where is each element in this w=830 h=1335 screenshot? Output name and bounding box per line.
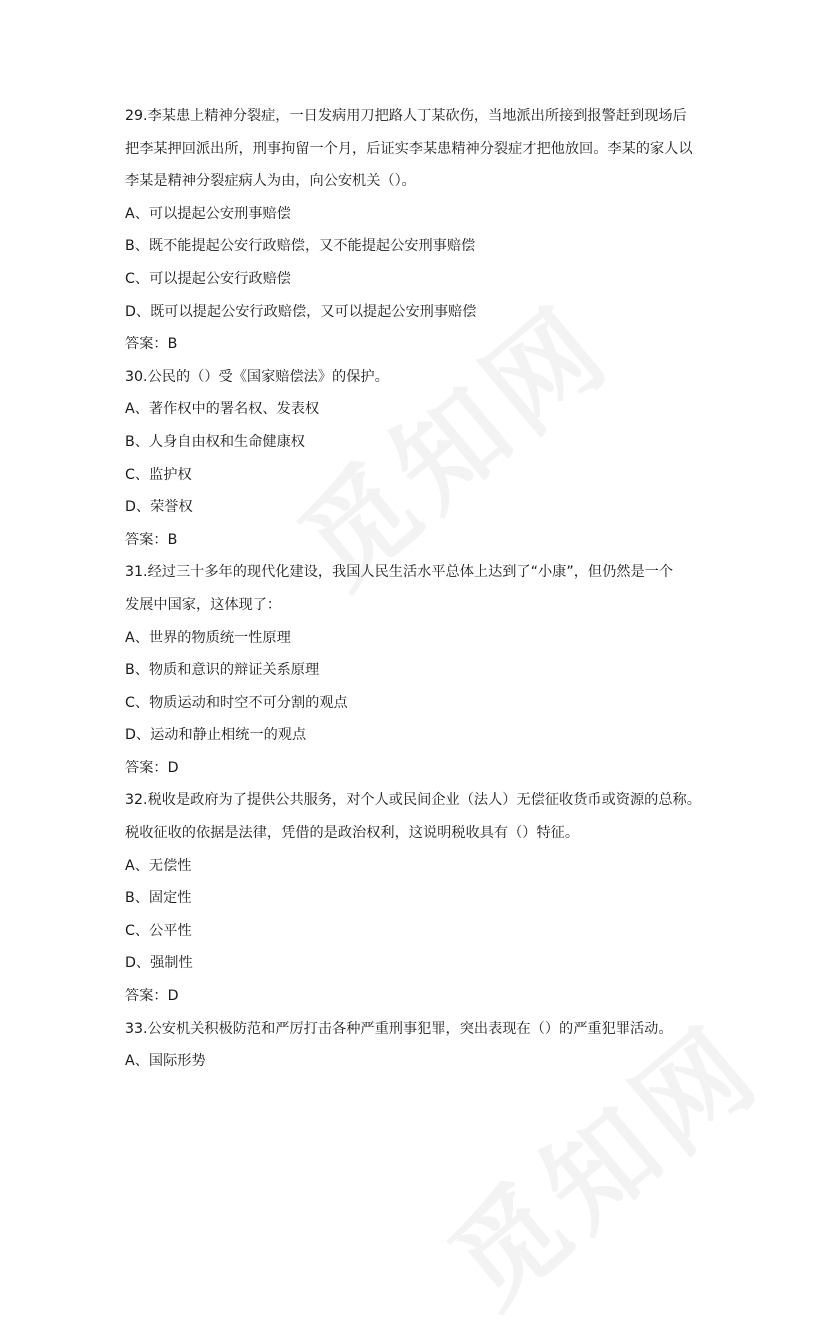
option-d: D、强制性 [125,955,193,972]
option-c: C、可以提起公安行政赔偿 [125,270,291,287]
question-stem-line: 32.税收是政府为了提供公共服务，对个人或民间企业（法人）无偿征收货币或资源的总称。 [125,792,701,809]
option-a: A、著作权中的署名权、发表权 [125,401,320,418]
question-stem-line: 把李某押回派出所，刑事拘留一个月，后证实李某患精神分裂症才把他放回。李某的家人以 [125,140,693,157]
question-stem-line: 税收征收的依据是法律，凭借的是政治权利，这说明税收具有（）特征。 [125,825,580,842]
answer: 答案：D [125,988,179,1005]
question-stem-line: 31.经过三十多年的现代化建设，我国人民生活水平总体上达到了“小康”，但仍然是一个 [125,564,674,581]
answer: 答案：B [125,336,178,353]
option-b: B、物质和意识的辩证关系原理 [125,662,320,679]
question-stem-line: 33.公安机关积极防范和严厉打击各种严重刑事犯罪，突出表现在（）的严重犯罪活动。 [125,1020,673,1037]
answer: 答案：B [125,531,178,548]
option-c: C、物质运动和时空不可分割的观点 [125,694,348,711]
question-32 [125,784,700,1012]
question-list [125,100,700,1078]
option-b: B、固定性 [125,890,192,907]
option-d: D、既可以提起公安行政赔偿，又可以提起公安刑事赔偿 [125,303,477,320]
question-stem-line: 30.公民的（）受《国家赔偿法》的保护。 [125,368,389,385]
question-31 [125,556,700,784]
option-b: B、既不能提起公安行政赔偿，又不能提起公安刑事赔偿 [125,238,476,255]
option-a: A、可以提起公安刑事赔偿 [125,205,291,222]
option-a: A、无偿性 [125,857,192,874]
option-c: C、监护权 [125,466,192,483]
question-29 [125,100,700,361]
option-c: C、公平性 [125,922,192,939]
option-a: A、国际形势 [125,1053,206,1070]
question-30 [125,361,700,557]
option-b: B、人身自由权和生命健康权 [125,433,305,450]
option-d: D、运动和静止相统一的观点 [125,727,307,744]
option-a: A、世界的物质统一性原理 [125,629,291,646]
question-stem-line: 发展中国家，这体现了： [125,596,282,613]
answer: 答案：D [125,759,179,776]
question-stem-line: 李某是精神分裂症病人为由，向公安机关（）。 [125,173,416,190]
question-33 [125,1013,700,1078]
question-stem-line: 29.李某患上精神分裂症，一日发病用刀把路人丁某砍伤，当地派出所接到报警赶到现场后 [125,108,687,124]
option-d: D、荣誉权 [125,499,193,516]
